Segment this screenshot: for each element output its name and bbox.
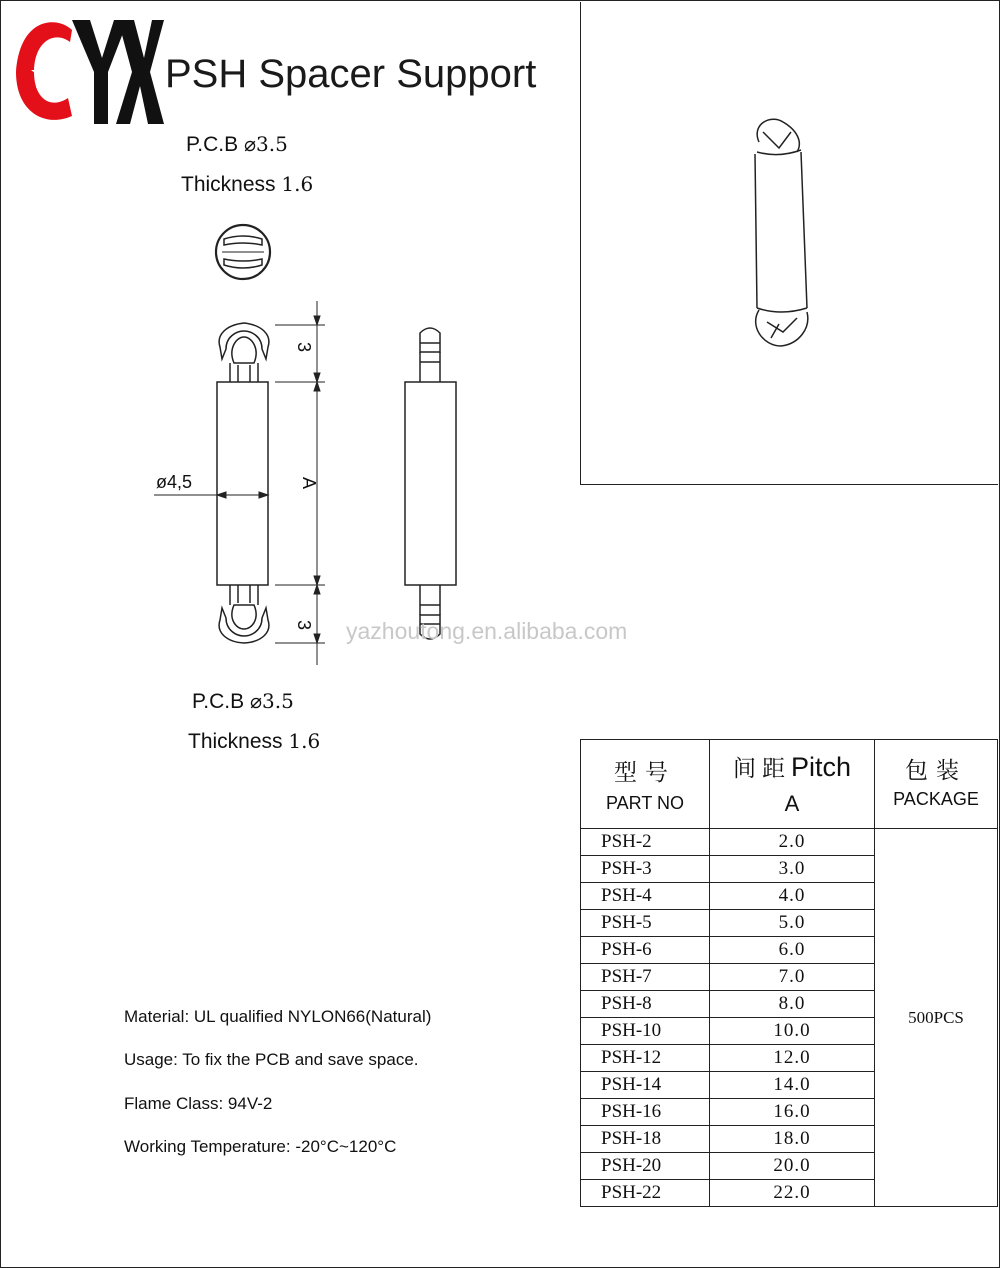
table-row (581, 829, 998, 856)
part-no-cell: PSH-5 (581, 910, 710, 937)
pitch-cell: 2.0 (710, 829, 875, 856)
front-view (217, 323, 269, 643)
header-pitch: 间距Pitch A (710, 740, 875, 829)
pitch-cell: 16.0 (710, 1099, 875, 1126)
pitch-cell: 5.0 (710, 910, 875, 937)
pitch-cell: 14.0 (710, 1072, 875, 1099)
part-no-cell: PSH-7 (581, 964, 710, 991)
pcb-thickness-top: Thickness 1.6 (181, 172, 314, 196)
pitch-cell: 6.0 (710, 937, 875, 964)
part-no-cell: PSH-3 (581, 856, 710, 883)
pcb-hole-bottom: P.C.B ⌀3.5 (192, 689, 294, 713)
part-no-cell: PSH-8 (581, 991, 710, 1018)
svg-text:CYX: CYX (10, 12, 13, 13)
diameter-label: ø4,5 (156, 472, 193, 492)
pitch-cell: 22.0 (710, 1180, 875, 1207)
part-no-cell: PSH-18 (581, 1126, 710, 1153)
spec-material: Material: UL qualified NYLON66(Natural) (124, 1007, 432, 1026)
product-photo-panel (580, 2, 998, 485)
spec-usage: Usage: To fix the PCB and save space. (124, 1050, 419, 1069)
cyx-logo (10, 12, 165, 130)
part-no-cell: PSH-22 (581, 1180, 710, 1207)
spec-flame-class: Flame Class: 94V-2 (124, 1094, 273, 1113)
part-no-cell: PSH-6 (581, 937, 710, 964)
top-view (216, 225, 270, 279)
dim-top-label: 3 (294, 341, 314, 353)
pitch-table (580, 739, 998, 1207)
part-no-cell: PSH-14 (581, 1072, 710, 1099)
part-no-cell: PSH-20 (581, 1153, 710, 1180)
pcb-thickness-bottom: Thickness 1.6 (188, 729, 321, 753)
product-photo (731, 112, 841, 362)
part-no-cell: PSH-10 (581, 1018, 710, 1045)
spacer-technical-drawing (140, 215, 480, 670)
watermark: yazhoutong.en.alibaba.com (346, 618, 628, 644)
spec-working-temperature: Working Temperature: -20°C~120°C (124, 1137, 397, 1156)
header-package: 包装 PACKAGE (875, 740, 998, 829)
header-part-no: 型号 PART NO (581, 740, 710, 829)
pitch-cell: 20.0 (710, 1153, 875, 1180)
dim-length-label: A (299, 476, 319, 490)
package-cell: 500PCS (875, 829, 998, 1207)
dim-bottom-label: 3 (294, 619, 314, 631)
side-view (405, 328, 456, 639)
pitch-cell: 7.0 (710, 964, 875, 991)
pitch-cell: 4.0 (710, 883, 875, 910)
pitch-cell: 3.0 (710, 856, 875, 883)
part-no-cell: PSH-16 (581, 1099, 710, 1126)
pcb-hole-top: P.C.B ⌀3.5 (186, 132, 288, 156)
pitch-cell: 8.0 (710, 991, 875, 1018)
part-no-cell: PSH-12 (581, 1045, 710, 1072)
part-no-cell: PSH-2 (581, 829, 710, 856)
page-title: PSH Spacer Support (165, 52, 537, 96)
pitch-cell: 18.0 (710, 1126, 875, 1153)
pitch-cell: 10.0 (710, 1018, 875, 1045)
pitch-cell: 12.0 (710, 1045, 875, 1072)
part-no-cell: PSH-4 (581, 883, 710, 910)
